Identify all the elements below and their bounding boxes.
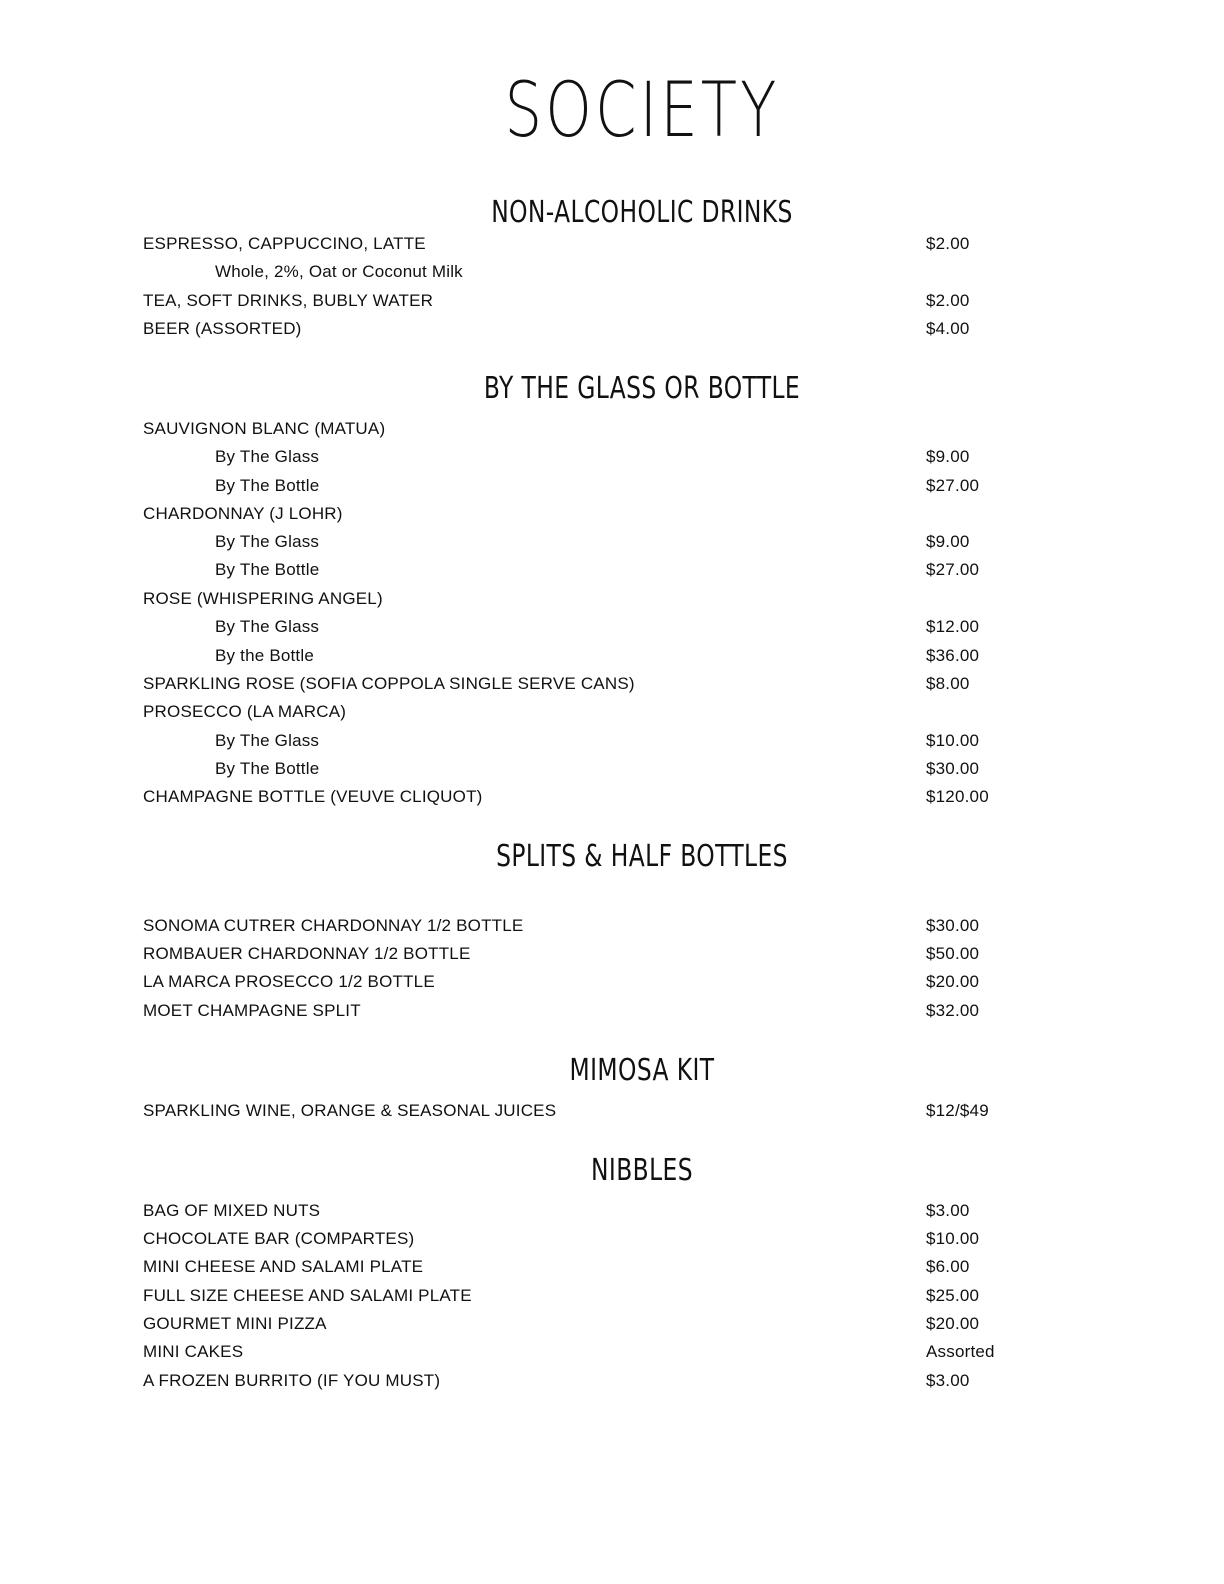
section-heading-nibbles: NIBBLES (591, 1153, 693, 1188)
item-option-name: By The Bottle (215, 759, 320, 778)
menu-item-option (143, 643, 1013, 669)
menu-item (143, 1311, 1013, 1337)
item-price: $9.00 (926, 532, 970, 551)
menu-item (143, 1098, 1013, 1124)
menu-item (143, 969, 1013, 995)
section-heading-non-alcoholic: NON-ALCOHOLIC DRINKS (491, 195, 793, 230)
item-option-name: By The Glass (215, 532, 320, 551)
item-name: SONOMA CUTRER CHARDONNAY 1/2 BOTTLE (143, 916, 524, 935)
item-price: $30.00 (926, 916, 980, 935)
item-price: $3.00 (926, 1201, 970, 1220)
item-name: SPARKLING WINE, ORANGE & SEASONAL JUICES (143, 1101, 557, 1120)
item-price: $2.00 (926, 291, 970, 310)
item-price: $12/$49 (926, 1101, 989, 1120)
section-heading-splits: SPLITS & HALF BOTTLES (496, 839, 788, 874)
item-price: $6.00 (926, 1257, 970, 1276)
item-option-name: By The Glass (215, 617, 320, 636)
menu-item (143, 1283, 1013, 1309)
item-name: MINI CAKES (143, 1342, 244, 1361)
menu-item (143, 784, 1013, 810)
item-price: $120.00 (926, 787, 989, 806)
menu-item-option (143, 529, 1013, 555)
item-price: $4.00 (926, 319, 970, 338)
menu-item (143, 1339, 1013, 1365)
menu-item-option (143, 259, 1013, 285)
menu-item (143, 316, 1013, 342)
menu-item (143, 1226, 1013, 1252)
menu-item (143, 1368, 1013, 1394)
item-name: PROSECCO (LA MARCA) (143, 702, 347, 721)
menu-item (143, 1198, 1013, 1224)
menu-item (143, 586, 1013, 612)
item-name: ROMBAUER CHARDONNAY 1/2 BOTTLE (143, 944, 471, 963)
menu-item (143, 288, 1013, 314)
item-name: GOURMET MINI PIZZA (143, 1314, 327, 1333)
item-name: TEA, SOFT DRINKS, BUBLY WATER (143, 291, 434, 310)
item-name: CHARDONNAY (J LOHR) (143, 504, 343, 523)
item-name: BEER (ASSORTED) (143, 319, 302, 338)
menu-item (143, 998, 1013, 1024)
section-heading-by-the-glass: BY THE GLASS OR BOTTLE (483, 371, 801, 406)
item-name: CHOCOLATE BAR (COMPARTES) (143, 1229, 415, 1248)
menu-item-option (143, 444, 1013, 470)
item-price: $8.00 (926, 674, 970, 693)
item-name: ESPRESSO, CAPPUCCINO, LATTE (143, 234, 426, 253)
item-name: SAUVIGNON BLANC (MATUA) (143, 419, 386, 438)
menu-item (143, 231, 1013, 257)
menu-item (143, 501, 1013, 527)
item-name: LA MARCA PROSECCO 1/2 BOTTLE (143, 972, 435, 991)
item-option-name: By The Bottle (215, 560, 320, 579)
menu-item-option (143, 473, 1013, 499)
item-price: $3.00 (926, 1371, 970, 1390)
item-price: $10.00 (926, 1229, 980, 1248)
menu-item (143, 416, 1013, 442)
item-price: $9.00 (926, 447, 970, 466)
item-price: $20.00 (926, 972, 980, 991)
menu-item (143, 1254, 1013, 1280)
item-price: $20.00 (926, 1314, 980, 1333)
item-name: ROSE (WHISPERING ANGEL) (143, 589, 383, 608)
item-price: $27.00 (926, 560, 980, 579)
item-price: $30.00 (926, 759, 980, 778)
item-price: $32.00 (926, 1001, 980, 1020)
item-option-name: By The Glass (215, 731, 320, 750)
item-name: MINI CHEESE AND SALAMI PLATE (143, 1257, 424, 1276)
item-price: $12.00 (926, 617, 980, 636)
item-name: A FROZEN BURRITO (IF YOU MUST) (143, 1371, 441, 1390)
item-name: MOET CHAMPAGNE SPLIT (143, 1001, 361, 1020)
item-option-name: Whole, 2%, Oat or Coconut Milk (215, 262, 463, 281)
menu-item (143, 699, 1013, 725)
item-price: $27.00 (926, 476, 980, 495)
menu-item-option (143, 728, 1013, 754)
item-price: $25.00 (926, 1286, 980, 1305)
item-price: $50.00 (926, 944, 980, 963)
item-option-name: By the Bottle (215, 646, 314, 665)
item-name: SPARKLING ROSE (SOFIA COPPOLA SINGLE SERVE CANS) (143, 674, 635, 693)
item-option-name: By The Glass (215, 447, 320, 466)
item-name: BAG OF MIXED NUTS (143, 1201, 321, 1220)
item-price: $10.00 (926, 731, 980, 750)
item-option-name: By The Bottle (215, 476, 320, 495)
item-price: Assorted (926, 1342, 995, 1361)
item-name: FULL SIZE CHEESE AND SALAMI PLATE (143, 1286, 472, 1305)
menu-item (143, 671, 1013, 697)
item-name: CHAMPAGNE BOTTLE (VEUVE CLIQUOT) (143, 787, 483, 806)
section-heading-mimosa-kit: MIMOSA KIT (569, 1053, 715, 1088)
menu-item-option (143, 756, 1013, 782)
menu-item-option (143, 557, 1013, 583)
item-price: $36.00 (926, 646, 980, 665)
menu-title: SOCIETY (504, 65, 780, 154)
menu-item (143, 913, 1013, 939)
menu-item-option (143, 614, 1013, 640)
menu-item (143, 941, 1013, 967)
item-price: $2.00 (926, 234, 970, 253)
